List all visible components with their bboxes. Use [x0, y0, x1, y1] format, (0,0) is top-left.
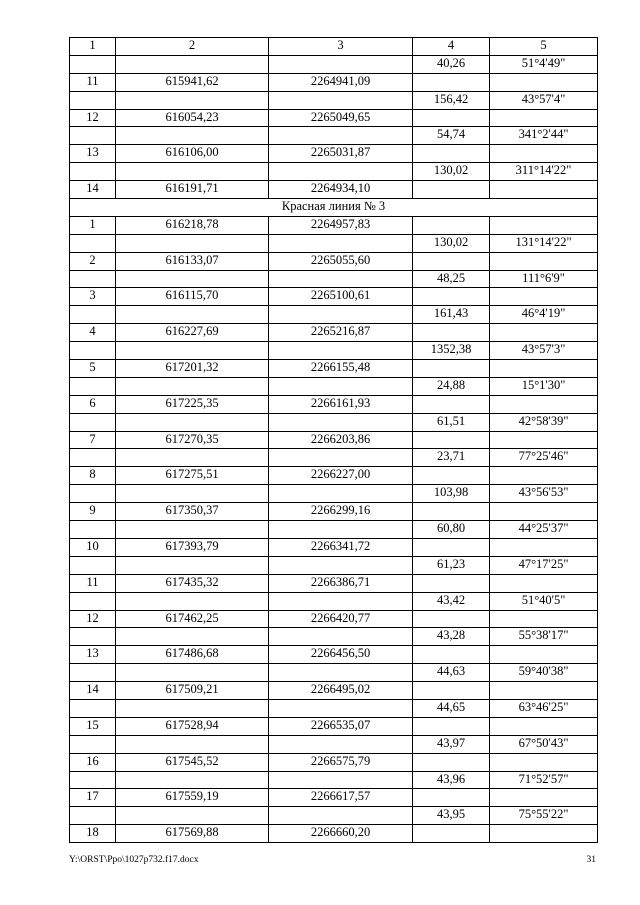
section-title: Красная линия № 3 — [70, 199, 598, 217]
empty-cell — [70, 664, 116, 682]
table-header-row — [70, 38, 598, 56]
point-row — [70, 574, 598, 592]
point-row — [70, 646, 598, 664]
empty-cell — [269, 234, 413, 252]
segment-angle: 42°58'39" — [490, 413, 598, 431]
segment-angle: 44°25'37" — [490, 521, 598, 539]
point-x: 617559,19 — [116, 789, 269, 807]
segment-row — [70, 234, 598, 252]
empty-cell — [490, 395, 598, 413]
empty-cell — [490, 503, 598, 521]
empty-cell — [490, 717, 598, 735]
empty-cell — [413, 646, 490, 664]
segment-row — [70, 628, 598, 646]
segment-length: 43,95 — [413, 807, 490, 825]
empty-cell — [116, 449, 269, 467]
segment-length: 43,42 — [413, 592, 490, 610]
point-number: 15 — [70, 717, 116, 735]
point-number: 12 — [70, 610, 116, 628]
segment-length: 24,88 — [413, 377, 490, 395]
segment-row — [70, 664, 598, 682]
empty-cell — [490, 73, 598, 91]
segment-angle: 51°40'5" — [490, 592, 598, 610]
point-x: 617545,52 — [116, 753, 269, 771]
point-row — [70, 825, 598, 843]
empty-cell — [70, 306, 116, 324]
point-x: 617569,88 — [116, 825, 269, 843]
point-number: 12 — [70, 109, 116, 127]
point-y: 2265216,87 — [269, 324, 413, 342]
segment-angle: 75°55'22" — [490, 807, 598, 825]
empty-cell — [490, 252, 598, 270]
point-y: 2266420,77 — [269, 610, 413, 628]
empty-cell — [70, 699, 116, 717]
point-y: 2266161,93 — [269, 395, 413, 413]
empty-cell — [269, 413, 413, 431]
empty-cell — [269, 735, 413, 753]
empty-cell — [70, 127, 116, 145]
segment-length: 60,80 — [413, 521, 490, 539]
segment-row — [70, 735, 598, 753]
segment-row — [70, 55, 598, 73]
point-x: 617435,32 — [116, 574, 269, 592]
header-cell-4: 4 — [413, 38, 490, 56]
segment-angle: 341°2'44" — [490, 127, 598, 145]
segment-angle: 51°4'49" — [490, 55, 598, 73]
point-x: 616191,71 — [116, 181, 269, 199]
segment-length: 61,51 — [413, 413, 490, 431]
segment-row — [70, 163, 598, 181]
empty-cell — [490, 825, 598, 843]
point-row — [70, 145, 598, 163]
empty-cell — [269, 449, 413, 467]
point-x: 616054,23 — [116, 109, 269, 127]
empty-cell — [413, 538, 490, 556]
segment-length: 103,98 — [413, 485, 490, 503]
empty-cell — [116, 91, 269, 109]
point-number: 13 — [70, 145, 116, 163]
point-y: 2264957,83 — [269, 216, 413, 234]
point-x: 617225,35 — [116, 395, 269, 413]
empty-cell — [490, 431, 598, 449]
segment-angle: 63°46'25" — [490, 699, 598, 717]
segment-row — [70, 521, 598, 539]
empty-cell — [269, 270, 413, 288]
footer-page-number: 31 — [586, 855, 596, 865]
segment-angle: 55°38'17" — [490, 628, 598, 646]
segment-length: 44,65 — [413, 699, 490, 717]
point-number: 4 — [70, 324, 116, 342]
segment-row — [70, 413, 598, 431]
segment-angle: 43°56'53" — [490, 485, 598, 503]
empty-cell — [70, 270, 116, 288]
point-y: 2266617,57 — [269, 789, 413, 807]
segment-angle: 47°17'25" — [490, 556, 598, 574]
point-x: 617509,21 — [116, 682, 269, 700]
empty-cell — [70, 771, 116, 789]
empty-cell — [269, 377, 413, 395]
point-row — [70, 109, 598, 127]
point-row — [70, 252, 598, 270]
segment-row — [70, 699, 598, 717]
empty-cell — [413, 73, 490, 91]
empty-cell — [70, 342, 116, 360]
point-row — [70, 324, 598, 342]
point-row — [70, 682, 598, 700]
point-number: 10 — [70, 538, 116, 556]
point-x: 616133,07 — [116, 252, 269, 270]
empty-cell — [116, 127, 269, 145]
empty-cell — [70, 234, 116, 252]
point-number: 16 — [70, 753, 116, 771]
segment-length: 54,74 — [413, 127, 490, 145]
segment-length: 23,71 — [413, 449, 490, 467]
segment-length: 43,28 — [413, 628, 490, 646]
segment-row — [70, 377, 598, 395]
empty-cell — [490, 109, 598, 127]
empty-cell — [413, 181, 490, 199]
segment-length: 43,96 — [413, 771, 490, 789]
point-row — [70, 181, 598, 199]
empty-cell — [116, 771, 269, 789]
point-y: 2266341,72 — [269, 538, 413, 556]
segment-row — [70, 270, 598, 288]
point-y: 2264941,09 — [269, 73, 413, 91]
segment-angle: 111°6'9" — [490, 270, 598, 288]
empty-cell — [269, 807, 413, 825]
empty-cell — [413, 109, 490, 127]
empty-cell — [70, 556, 116, 574]
segment-row — [70, 306, 598, 324]
point-x: 617270,35 — [116, 431, 269, 449]
empty-cell — [269, 163, 413, 181]
empty-cell — [269, 55, 413, 73]
point-row — [70, 789, 598, 807]
empty-cell — [413, 467, 490, 485]
point-number: 5 — [70, 360, 116, 378]
point-y: 2265055,60 — [269, 252, 413, 270]
empty-cell — [490, 467, 598, 485]
segment-angle: 43°57'4" — [490, 91, 598, 109]
empty-cell — [70, 377, 116, 395]
empty-cell — [116, 628, 269, 646]
empty-cell — [490, 753, 598, 771]
point-number: 11 — [70, 73, 116, 91]
empty-cell — [413, 753, 490, 771]
empty-cell — [490, 574, 598, 592]
empty-cell — [490, 288, 598, 306]
segment-length: 44,63 — [413, 664, 490, 682]
segment-angle: 15°1'30" — [490, 377, 598, 395]
point-row — [70, 538, 598, 556]
empty-cell — [70, 735, 116, 753]
empty-cell — [413, 825, 490, 843]
empty-cell — [116, 234, 269, 252]
point-number: 14 — [70, 181, 116, 199]
empty-cell — [116, 485, 269, 503]
segment-angle: 43°57'3" — [490, 342, 598, 360]
point-number: 7 — [70, 431, 116, 449]
empty-cell — [70, 91, 116, 109]
point-row — [70, 395, 598, 413]
empty-cell — [269, 342, 413, 360]
empty-cell — [116, 521, 269, 539]
segment-row — [70, 771, 598, 789]
point-y: 2265049,65 — [269, 109, 413, 127]
segment-length: 156,42 — [413, 91, 490, 109]
empty-cell — [269, 306, 413, 324]
coordinates-table — [69, 37, 598, 843]
segment-angle: 71°52'57" — [490, 771, 598, 789]
empty-cell — [413, 789, 490, 807]
segment-angle: 59°40'38" — [490, 664, 598, 682]
empty-cell — [269, 664, 413, 682]
empty-cell — [413, 717, 490, 735]
point-row — [70, 753, 598, 771]
point-row — [70, 717, 598, 735]
point-x: 616115,70 — [116, 288, 269, 306]
point-y: 2264934,10 — [269, 181, 413, 199]
segment-row — [70, 342, 598, 360]
point-row — [70, 73, 598, 91]
empty-cell — [413, 431, 490, 449]
empty-cell — [269, 628, 413, 646]
segment-angle: 67°50'43" — [490, 735, 598, 753]
segment-length: 48,25 — [413, 270, 490, 288]
point-y: 2266575,79 — [269, 753, 413, 771]
empty-cell — [70, 485, 116, 503]
segment-length: 130,02 — [413, 163, 490, 181]
empty-cell — [70, 628, 116, 646]
empty-cell — [70, 449, 116, 467]
point-x: 617275,51 — [116, 467, 269, 485]
empty-cell — [490, 360, 598, 378]
segment-angle: 46°4'19" — [490, 306, 598, 324]
empty-cell — [413, 216, 490, 234]
point-row — [70, 503, 598, 521]
empty-cell — [116, 699, 269, 717]
empty-cell — [490, 646, 598, 664]
point-y: 2265100,61 — [269, 288, 413, 306]
empty-cell — [490, 145, 598, 163]
segment-length: 130,02 — [413, 234, 490, 252]
point-y: 2266299,16 — [269, 503, 413, 521]
segment-row — [70, 592, 598, 610]
point-number: 18 — [70, 825, 116, 843]
empty-cell — [116, 413, 269, 431]
empty-cell — [413, 503, 490, 521]
header-cell-3: 3 — [269, 38, 413, 56]
section-row — [70, 199, 598, 217]
point-y: 2266660,20 — [269, 825, 413, 843]
empty-cell — [116, 556, 269, 574]
coordinates-table-body — [70, 38, 598, 843]
empty-cell — [490, 538, 598, 556]
segment-row — [70, 807, 598, 825]
empty-cell — [413, 288, 490, 306]
empty-cell — [116, 592, 269, 610]
empty-cell — [116, 664, 269, 682]
point-number: 8 — [70, 467, 116, 485]
point-y: 2266456,50 — [269, 646, 413, 664]
empty-cell — [116, 807, 269, 825]
point-x: 615941,62 — [116, 73, 269, 91]
point-x: 617393,79 — [116, 538, 269, 556]
point-x: 617528,94 — [116, 717, 269, 735]
segment-row — [70, 556, 598, 574]
empty-cell — [413, 574, 490, 592]
point-number: 1 — [70, 216, 116, 234]
point-row — [70, 610, 598, 628]
point-x: 617350,37 — [116, 503, 269, 521]
empty-cell — [269, 521, 413, 539]
segment-row — [70, 485, 598, 503]
segment-length: 1352,38 — [413, 342, 490, 360]
empty-cell — [70, 592, 116, 610]
point-x: 616218,78 — [116, 216, 269, 234]
point-number: 14 — [70, 682, 116, 700]
segment-length: 161,43 — [413, 306, 490, 324]
point-x: 616106,00 — [116, 145, 269, 163]
empty-cell — [70, 521, 116, 539]
point-row — [70, 360, 598, 378]
empty-cell — [490, 682, 598, 700]
segment-length: 40,26 — [413, 55, 490, 73]
point-y: 2266495,02 — [269, 682, 413, 700]
point-row — [70, 288, 598, 306]
segment-angle: 311°14'22" — [490, 163, 598, 181]
segment-angle: 77°25'46" — [490, 449, 598, 467]
empty-cell — [269, 485, 413, 503]
point-number: 2 — [70, 252, 116, 270]
empty-cell — [269, 699, 413, 717]
header-cell-2: 2 — [116, 38, 269, 56]
empty-cell — [269, 91, 413, 109]
point-number: 11 — [70, 574, 116, 592]
empty-cell — [413, 252, 490, 270]
empty-cell — [413, 682, 490, 700]
empty-cell — [413, 360, 490, 378]
empty-cell — [490, 324, 598, 342]
point-y: 2266227,00 — [269, 467, 413, 485]
empty-cell — [490, 789, 598, 807]
empty-cell — [70, 807, 116, 825]
point-number: 6 — [70, 395, 116, 413]
empty-cell — [70, 163, 116, 181]
point-y: 2266386,71 — [269, 574, 413, 592]
segment-length: 61,23 — [413, 556, 490, 574]
point-y: 2265031,87 — [269, 145, 413, 163]
empty-cell — [70, 413, 116, 431]
segment-row — [70, 91, 598, 109]
header-cell-1: 1 — [70, 38, 116, 56]
point-x: 616227,69 — [116, 324, 269, 342]
empty-cell — [413, 395, 490, 413]
empty-cell — [490, 216, 598, 234]
empty-cell — [269, 771, 413, 789]
point-number: 13 — [70, 646, 116, 664]
empty-cell — [116, 735, 269, 753]
empty-cell — [269, 592, 413, 610]
empty-cell — [413, 324, 490, 342]
point-x: 617486,68 — [116, 646, 269, 664]
header-cell-5: 5 — [490, 38, 598, 56]
empty-cell — [116, 55, 269, 73]
point-row — [70, 467, 598, 485]
footer-file-path: Y:\ORST\Ppo\1027p732.f17.docx — [69, 855, 199, 865]
point-row — [70, 431, 598, 449]
empty-cell — [269, 556, 413, 574]
empty-cell — [269, 127, 413, 145]
empty-cell — [116, 306, 269, 324]
empty-cell — [490, 610, 598, 628]
empty-cell — [413, 145, 490, 163]
segment-row — [70, 127, 598, 145]
point-number: 9 — [70, 503, 116, 521]
segment-angle: 131°14'22" — [490, 234, 598, 252]
point-x: 617462,25 — [116, 610, 269, 628]
point-y: 2266203,86 — [269, 431, 413, 449]
point-row — [70, 216, 598, 234]
point-y: 2266535,07 — [269, 717, 413, 735]
empty-cell — [116, 377, 269, 395]
point-number: 3 — [70, 288, 116, 306]
empty-cell — [413, 610, 490, 628]
empty-cell — [70, 55, 116, 73]
empty-cell — [116, 270, 269, 288]
segment-row — [70, 449, 598, 467]
point-y: 2266155,48 — [269, 360, 413, 378]
point-number: 17 — [70, 789, 116, 807]
point-x: 617201,32 — [116, 360, 269, 378]
empty-cell — [116, 163, 269, 181]
segment-length: 43,97 — [413, 735, 490, 753]
empty-cell — [490, 181, 598, 199]
empty-cell — [116, 342, 269, 360]
